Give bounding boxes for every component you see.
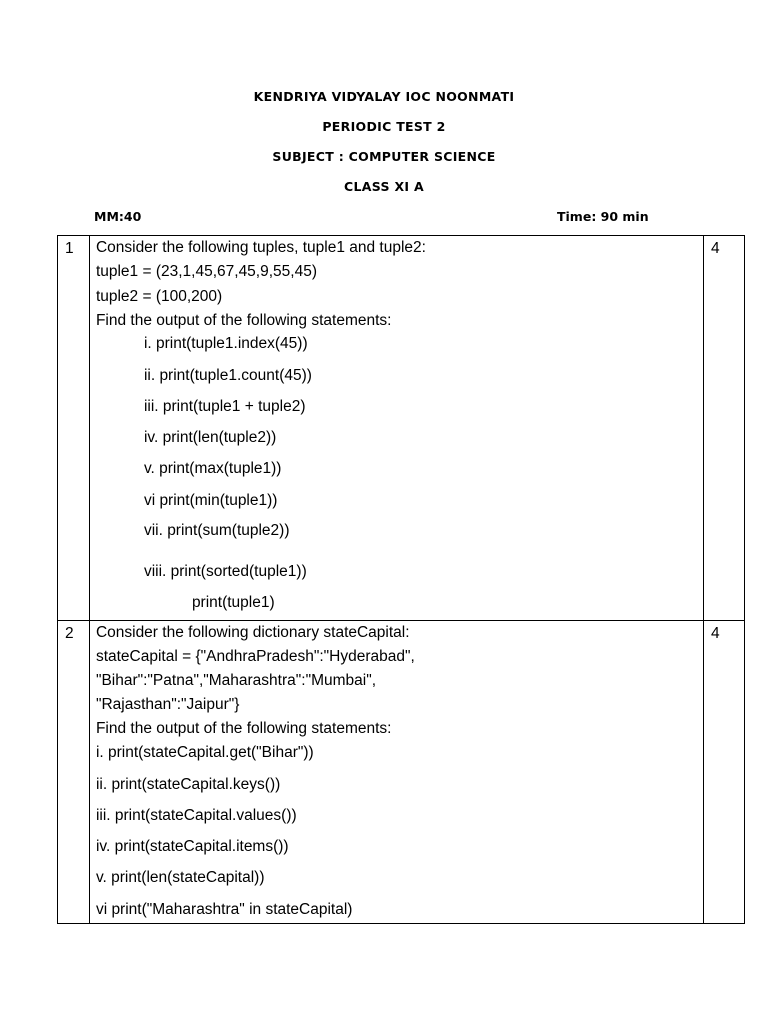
statement-item: iii. print(tuple1 + tuple2) — [143, 398, 306, 415]
statement-item: i. print(tuple1.index(45)) — [143, 335, 308, 352]
question-text: stateCapital = {"AndhraPradesh":"Hyderabad", — [95, 648, 415, 665]
question-row — [58, 236, 745, 621]
question-text: tuple2 = (100,200) — [95, 288, 223, 305]
question-marks: 4 — [711, 240, 720, 257]
question-text: Find the output of the following statements: — [95, 720, 392, 737]
statement-item: v. print(len(stateCapital)) — [95, 869, 265, 886]
question-number-cell — [58, 236, 90, 621]
question-body — [89, 236, 703, 621]
question-text: Find the output of the following statements: — [95, 312, 392, 329]
question-text: "Rajasthan":"Jaipur"} — [95, 696, 240, 713]
max-marks: MM:40 — [94, 209, 142, 224]
time-allowed: Time: 90 min — [557, 209, 649, 224]
marks-cell — [704, 236, 745, 621]
question-number: 1 — [65, 240, 74, 257]
question-table — [57, 235, 745, 924]
statement-item: iii. print(stateCapital.values()) — [95, 807, 297, 824]
statement-item: i. print(stateCapital.get("Bihar")) — [95, 744, 314, 761]
statement-item: vii. print(sum(tuple2)) — [143, 522, 290, 539]
statement-item: v. print(max(tuple1)) — [143, 460, 282, 477]
subject-line: SUBJECT : COMPUTER SCIENCE — [272, 149, 496, 164]
test-title: PERIODIC TEST 2 — [322, 119, 446, 134]
question-text: "Bihar":"Patna","Maharashtra":"Mumbai", — [95, 672, 377, 689]
question-number-cell — [58, 621, 90, 924]
question-row — [58, 621, 745, 924]
question-number: 2 — [65, 625, 74, 642]
question-body — [89, 621, 703, 924]
question-text: Consider the following dictionary stateCapital: — [95, 624, 410, 641]
school-name: KENDRIYA VIDYALAY IOC NOONMATI — [253, 89, 515, 104]
statement-item: viii. print(sorted(tuple1)) — [143, 563, 307, 580]
statement-item: vi print(min(tuple1)) — [143, 492, 278, 509]
statement-item: vi print("Maharashtra" in stateCapital) — [95, 901, 353, 918]
statement-item: ii. print(tuple1.count(45)) — [143, 367, 312, 384]
statement-item: iv. print(stateCapital.items()) — [95, 838, 289, 855]
statement-item: iv. print(len(tuple2)) — [143, 429, 277, 446]
question-marks: 4 — [711, 625, 720, 642]
marks-cell — [704, 621, 745, 924]
statement-item: print(tuple1) — [191, 594, 275, 611]
class-line: CLASS XI A — [344, 179, 424, 194]
question-text: Consider the following tuples, tuple1 and tuple2: — [95, 239, 426, 256]
question-text: tuple1 = (23,1,45,67,45,9,55,45) — [95, 263, 317, 280]
statement-item: ii. print(stateCapital.keys()) — [95, 776, 281, 793]
